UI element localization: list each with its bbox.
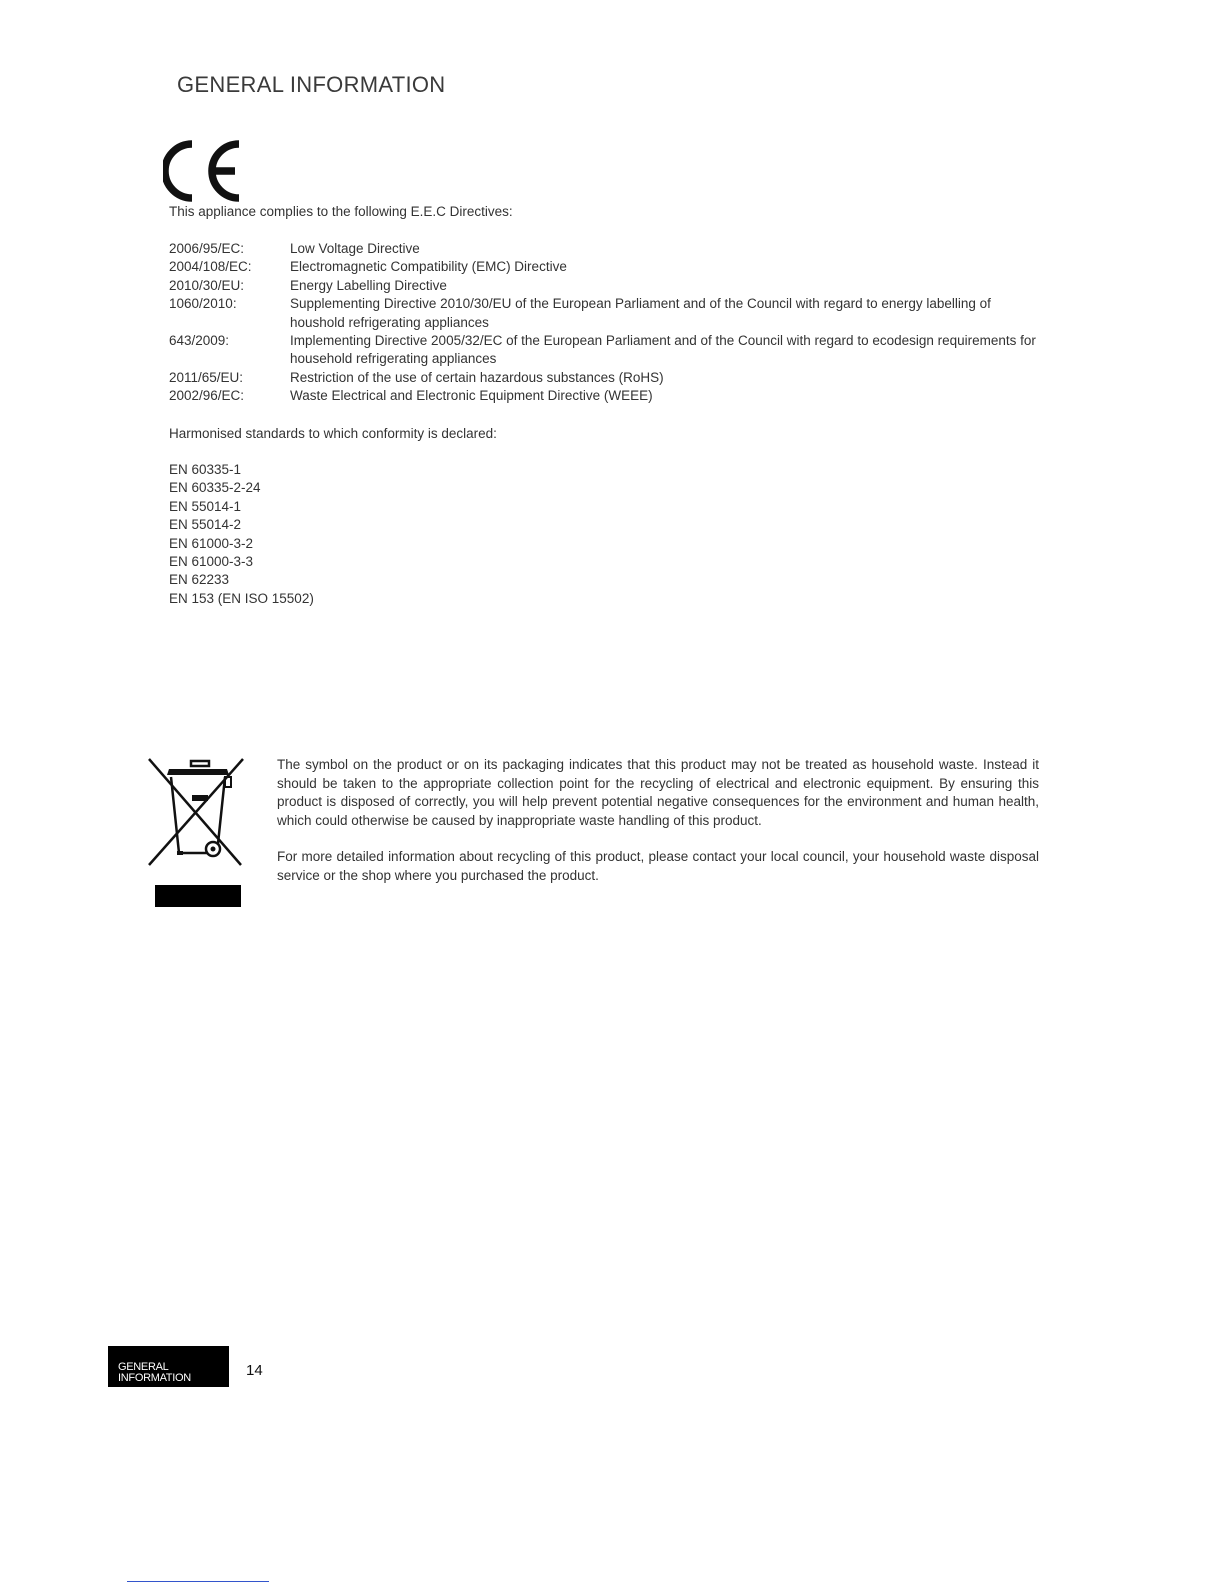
footer-section-label-line: INFORMATION xyxy=(118,1372,191,1384)
directive-description: Energy Labelling Directive xyxy=(290,277,447,293)
directive-row xyxy=(169,240,1049,258)
weee-paragraph: For more detailed information about recycling of this product, please contact your local council, your household waste disposal service or the shop where you purchased the product. xyxy=(277,849,1039,883)
directives-intro: This appliance complies to the following E.E.C Directives: xyxy=(169,204,513,219)
standard-item: EN 55014-1 xyxy=(169,498,242,514)
directive-row xyxy=(169,258,1049,276)
weee-paragraph: The symbol on the product or on its packaging indicates that this product may not be treated as household waste. Instead it should be taken to the appropriate collection point for the recycling of electrical and electronic equipment. By ensuring this product is disposed of correctly, you will help prevent potential negative consequences for the environment and human health, which could otherwise be caused by inappropriate waste handling of this product. xyxy=(277,757,1039,828)
directive-row xyxy=(169,332,1049,369)
directive-description: Waste Electrical and Electronic Equipment Directive (WEEE) xyxy=(290,388,653,404)
directive-description: Restriction of the use of certain hazardous substances (RoHS) xyxy=(290,369,664,385)
standard-item: EN 61000-3-3 xyxy=(169,554,254,570)
directive-code: 2006/95/EC: xyxy=(169,241,245,256)
crossed-out-wheelie-bin-icon xyxy=(147,757,247,913)
directive-code: 643/2009: xyxy=(169,333,230,349)
page-number: 14 xyxy=(246,1362,263,1379)
page-title: GENERAL INFORMATION xyxy=(177,72,446,97)
standards-list xyxy=(169,461,314,608)
harmonised-heading: Harmonised standards to which conformity is declared: xyxy=(169,426,497,441)
bottom-link-underline xyxy=(127,1581,269,1582)
footer-section-tab xyxy=(108,1346,229,1387)
standard-item: EN 153 (EN ISO 15502) xyxy=(169,590,314,606)
directive-code: 2010/30/EU: xyxy=(169,277,245,293)
directive-row xyxy=(169,387,1049,405)
standard-item: EN 60335-2-24 xyxy=(169,480,261,496)
weee-notice xyxy=(277,756,1039,904)
standard-item: EN 60335-1 xyxy=(169,462,242,477)
directive-row xyxy=(169,277,1049,295)
directive-code: 2004/108/EC: xyxy=(169,259,252,275)
standard-item: EN 55014-2 xyxy=(169,517,242,533)
footer-section-label xyxy=(118,1362,191,1384)
standard-item: EN 62233 xyxy=(169,572,230,588)
directive-description: Implementing Directive 2005/32/EC of the European Parliament and of the Council with regard to ecodesign requirements for household refrigerating appliances xyxy=(290,333,1036,367)
ce-mark-icon xyxy=(163,140,249,202)
directive-code: 1060/2010: xyxy=(169,296,237,312)
directive-description: Electromagnetic Compatibility (EMC) Directive xyxy=(290,259,567,275)
standard-item: EN 61000-3-2 xyxy=(169,535,254,551)
directive-description: Supplementing Directive 2010/30/EU of the European Parliament and of the Council with regard to energy labelling of houshold refrigerating appliances xyxy=(290,296,991,330)
directive-row xyxy=(169,295,1049,332)
directive-code: 2002/96/EC: xyxy=(169,388,245,404)
directive-row xyxy=(169,369,1049,387)
directive-description: Low Voltage Directive xyxy=(290,241,420,256)
footer-section-label-line: GENERAL xyxy=(118,1361,169,1373)
directive-code: 2011/65/EU: xyxy=(169,369,244,385)
directives-list xyxy=(169,240,1049,406)
